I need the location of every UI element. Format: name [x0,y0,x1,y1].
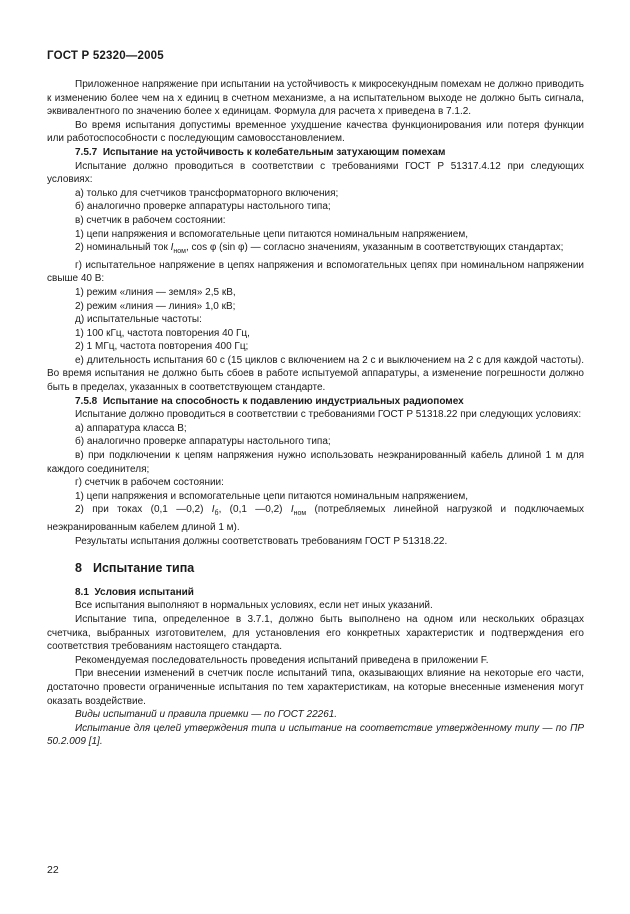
list-item: а) аппаратура класса В; [75,422,187,434]
section-number: 8 [75,561,82,576]
list-item: 2) при токах (0,1 —0,2) $I_б$, (0,1 —0,2) $I_{ном}$ (потребляемых линейной нагрузкой и подключаемых неэкранированным кабелем длиной 1 м). [47,504,585,533]
list-item: 2) номинальный ток $I_{ном}$, cos φ (sin φ) — согласно значениям, указанным в соответствующих стандартах; [75,242,564,256]
list-item: б) аналогично проверке аппаратуры настольного типа; [75,201,331,213]
list-item: г) испытательное напряжение в цепях напряжения и вспомогательных цепях при номинальном напряжении свыше 40 В: [47,259,584,285]
list-item: 2) 1 МГц, частота повторения 400 Гц; [75,341,249,353]
section-title: Испытание на устойчивость к колебательным затухающим помехам [102,146,446,158]
section-heading-7-5-7 [47,146,584,160]
paragraph: Испытание должно проводиться в соответствии с требованиями ГОСТ Р 51317.4.12 при следующих условиях: [47,160,584,186]
paragraph: Испытание типа, определенное в 3.7.1, должно быть выполнено на одном или нескольких образцах счетчика, выбранных изготовителем, для установления его конкретных характеристик и подтверждения его соответствия требованиям настоящего стандарта. [47,613,584,653]
section-number: 7.5.8 [75,395,98,407]
paragraph: Испытание должно проводиться в соответствии с требованиями ГОСТ Р 51318.22 при следующих условиях: [75,409,582,421]
list-item: в) при подключении к цепям напряжения нужно использовать неэкранированный кабель длиной 1 м для каждого соединителя; [47,450,584,475]
list-item: д) испытательные частоты: [75,314,202,326]
paragraph: Рекомендуемая последовательность проведения испытаний приведена в приложении F. [75,654,489,666]
section-title: Испытание на способность к подавлению индустриальных радиопомех [102,395,464,407]
document-header: ГОСТ Р 52320—2005 [47,50,164,62]
section-heading-8-1 [47,586,584,600]
list-item: б) аналогично проверке аппаратуры настольного типа; [75,436,331,448]
paragraph: Все испытания выполняют в нормальных условиях, если нет иных указаний. [75,600,433,612]
list-item: г) счетчик в рабочем состоянии: [75,477,224,489]
paragraph: Приложенное напряжение при испытании на устойчивость к микросекундным помехам не должно приводить к изменению более чем на x единиц в счетном механизме, а на испытательном выходе не должно быть сигнала, эквивалентного по значению более x единицам. Формула для расчета x приведена в 7.1.2. [47,79,584,118]
paragraph: Результаты испытания должны соответствовать требованиям ГОСТ Р 51318.22. [75,535,448,547]
section-heading-7-5-8 [47,395,584,409]
list-item: 1) цепи напряжения и вспомогательные цепи питаются номинальным напряжением, [75,228,468,240]
section-title: Условия испытаний [94,586,194,598]
paragraph: Во время испытания допустимы временное ухудшение качества функционирования или потеря функции или работоспособности с последующим самовосстановлением. [47,119,584,145]
list-item: в) счетчик в рабочем состоянии: [75,214,226,226]
list-item: 1) режим «линия — земля» 2,5 кВ, [75,286,236,298]
section-heading-8 [75,562,584,576]
section-number: 7.5.7 [75,146,98,158]
list-item: а) только для счетчиков трансформаторного включения; [75,187,339,199]
list-item: 2) режим «линия — линия» 1,0 кВ; [75,300,236,312]
section-title: Испытание типа [93,561,195,576]
list-item: 1) цепи напряжения и вспомогательные цепи питаются номинальным напряжением, [75,490,468,502]
paragraph: При внесении изменений в счетчик после испытаний типа, оказывающих влияние на некоторые его части, достаточно провести ограниченные испытания по тем характеристикам, на которые внесенные изменения могут оказать воздействие. [47,668,584,707]
page-number: 22 [47,864,59,876]
page-body [47,78,584,749]
list-item: е) длительность испытания 60 с (15 циклов с включением на 2 с и выключением на 2 с для каждой частоты). Во время испытания не должно быть сбоев в работе испытуемой аппаратуры, а изменение погрешности должно быть в пределах, указанных в соответствующем стандарте. [47,354,584,394]
list-item: 1) 100 кГц, частота повторения 40 Гц, [75,327,250,339]
section-number: 8.1 [75,586,89,598]
paragraph: Испытание для целей утверждения типа и испытание на соответствие утвержденному типу — по ПР 50.2.009 [1]. [47,722,584,748]
paragraph: Виды испытаний и правила приемки — по ГОСТ 22261. [75,709,338,721]
